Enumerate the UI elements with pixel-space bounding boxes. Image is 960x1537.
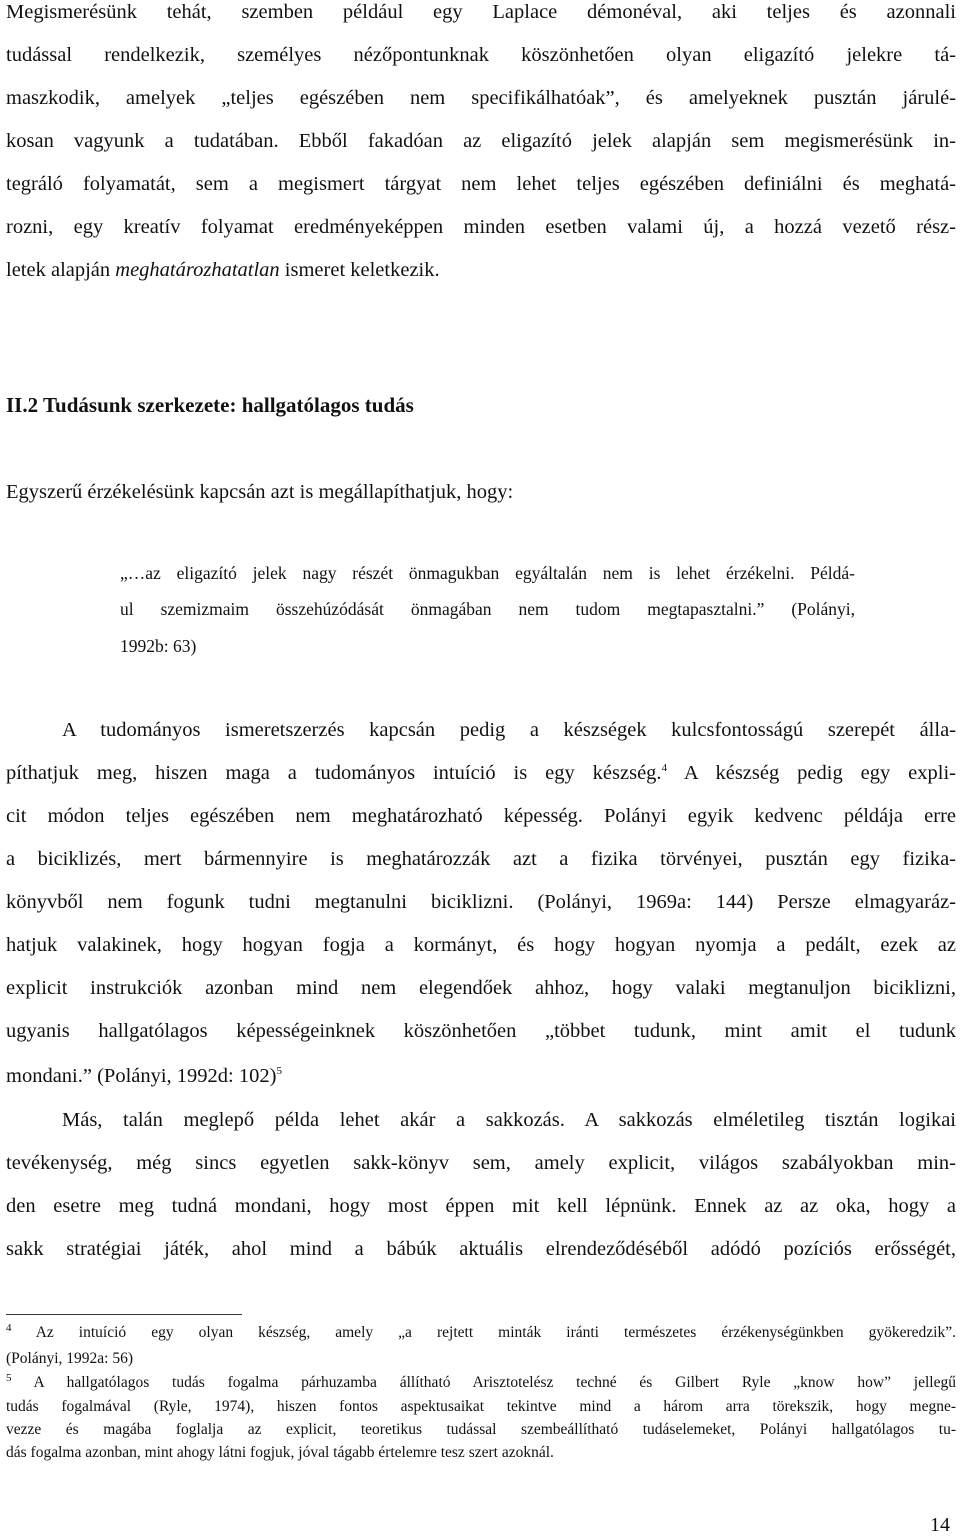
paragraph-1-line-7: [6, 258, 956, 282]
text-run: píthatjuk meg, hiszen maga a tudományos intuíció is egy készség.: [6, 762, 662, 784]
footnote-5-line-3: vezze és magába foglalja az explicit, teoretikus tudással szembeállítható tudáselemeket, Polányi hallgatólagos tu-: [6, 1421, 956, 1438]
paragraph-1-line-6: rozni, egy kreatív folyamat eredményeképpen minden esetben valami új, a hozzá vezető rész-: [6, 216, 956, 238]
page-number: 14: [930, 1514, 950, 1536]
footnote-ref-4[interactable]: 4: [661, 762, 668, 775]
section-heading: II.2 Tudásunk szerkezete: hallgatólagos tudás: [6, 393, 414, 417]
paragraph-2-line-1: A tudományos ismeretszerzés kapcsán pedig a készségek kulcsfontosságú szerepét álla-: [62, 719, 956, 741]
paragraph-1-line-5: tegráló folyamatát, sem a megismert tárgyat nem lehet teljes egészében definiálni és meghatá-: [6, 173, 956, 195]
text-run: A hallgatólagos tudás fogalma párhuzamba állítható Arisztotelész techné és Gilbert Ryle „know how” jellegű: [11, 1374, 956, 1391]
paragraph-2-line-4: a biciklizés, mert bármennyire is meghatározzák azt a fizika törvényei, pusztán egy fizika-: [6, 848, 956, 870]
paragraph-1-line-4: kosan vagyunk a tudatában. Ebből fakadóan az eligazító jelek alapján sem megismerésünk in-: [6, 130, 956, 152]
block-quote-line-1: „…az eligazító jelek nagy részét önmagukban egyáltalán nem is lehet érzékelni. Példá-: [120, 563, 855, 583]
paragraph-3-line-1: Más, talán meglepő példa lehet akár a sakkozás. A sakkozás elméletileg tisztán logikai: [62, 1109, 956, 1131]
paragraph-2-line-7: explicit instrukciók azonban mind nem elegendőek ahhoz, hogy valaki megtanuljon biciklizni,: [6, 977, 956, 999]
footnote-ref-5[interactable]: 5: [276, 1065, 282, 1078]
paragraph-2-line-5: könyvből nem fogunk tudni megtanulni biciklizni. (Polányi, 1969a: 144) Persze elmagyaráz-: [6, 891, 956, 913]
italic-term: meghatározhatatlan: [115, 259, 280, 281]
text-run: A készség pedig egy expli-: [667, 762, 956, 784]
text-run: ismeret keletkezik.: [279, 259, 440, 281]
paragraph-1-line-3: maszkodik, amelyek „teljes egészében nem specifikálhatóak”, és amelyeknek pusztán járulé-: [6, 87, 956, 109]
paragraph-3-line-4: sakk stratégiai játék, ahol mind a bábúk aktuális elrendeződéséből adódó pozíciós erősségét,: [6, 1238, 956, 1260]
footnote-4-line-2: (Polányi, 1992a: 56): [6, 1350, 133, 1367]
footnote-5-line-4: dás fogalma azonban, mint ahogy látni fogjuk, jóval tágabb értelemre tesz szert azoknál.: [6, 1444, 554, 1461]
footnote-separator: [6, 1314, 242, 1315]
footnote-5-line-1: [6, 1373, 956, 1393]
paragraph-2-line-8: ugyanis hallgatólagos képességeinknek köszönhetően „többet tudunk, mint amit el tudunk: [6, 1020, 956, 1042]
block-quote-line-3: 1992b: 63): [120, 636, 197, 656]
paragraph-2-line-2: [6, 761, 956, 785]
paragraph-2-line-6: hatjuk valakinek, hogy hogyan fogja a kormányt, és hogy hogyan nyomja a pedált, ezek az: [6, 934, 956, 956]
text-run: Az intuíció egy olyan készség, amely „a rejtett minták iránti természetes érzékenységünkben gyökeredzik”.: [11, 1324, 956, 1341]
paragraph-3-line-3: den esetre meg tudná mondani, hogy most éppen mit kell lépnünk. Ennek az az oka, hogy a: [6, 1195, 956, 1217]
block-quote-line-2: ul szemizmaim összehúzódását önmagában nem tudom megtapasztalni.” (Polányi,: [120, 599, 855, 619]
paragraph-2-line-3: cit módon teljes egészében nem meghatározható képesség. Polányi egyik kedvenc példája erre: [6, 805, 956, 827]
paragraph-1-line-1: Megismerésünk tehát, szemben például egy Laplace démonéval, aki teljes és azonnali: [6, 1, 956, 23]
footnote-4-line-1: [6, 1323, 956, 1343]
paragraph-3-line-2: tevékenység, még sincs egyetlen sakk-könyv sem, amely explicit, világos szabályokban min-: [6, 1152, 956, 1174]
footnote-number-5: 5: [6, 1371, 12, 1384]
footnote-5-line-2: tudás fogalmával (Ryle, 1974), hiszen fontos aspektusaikat tekintve mind a három arra törekszik, hogy megne-: [6, 1398, 956, 1415]
intro-line: Egyszerű érzékelésünk kapcsán azt is megállapíthatjuk, hogy:: [6, 481, 514, 503]
text-run: mondani.” (Polányi, 1992d: 102): [6, 1065, 277, 1087]
text-run: letek alapján: [6, 259, 116, 281]
paragraph-1-line-2: tudással rendelkezik, személyes nézőpontunknak köszönhetően olyan eligazító jelekre tá-: [6, 44, 956, 66]
footnote-number-4: 4: [6, 1321, 12, 1334]
paragraph-2-line-9: [6, 1064, 956, 1088]
